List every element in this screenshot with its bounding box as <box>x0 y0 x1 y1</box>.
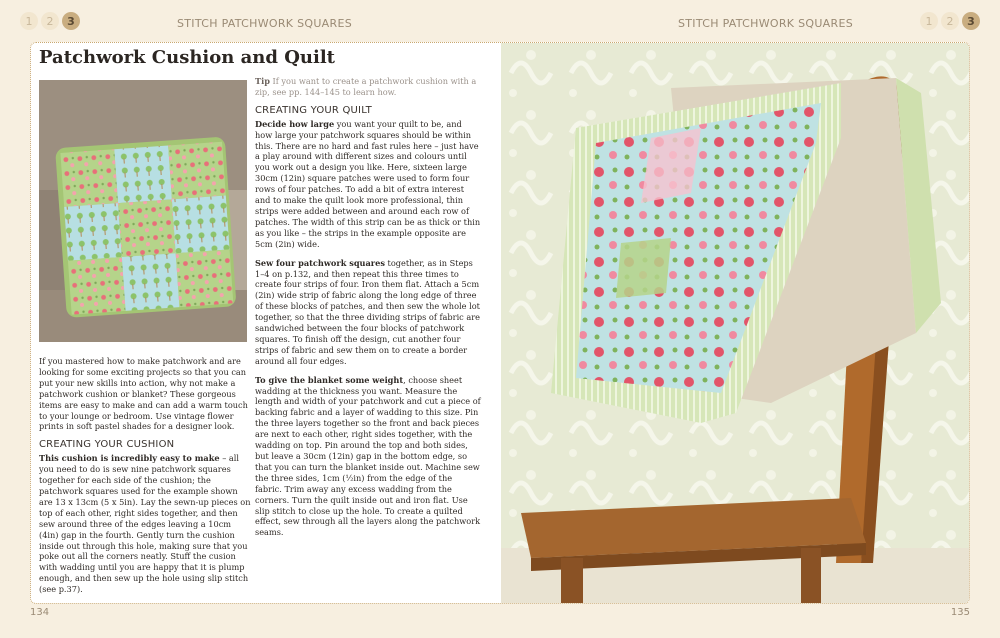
page-number-left: 134 <box>30 607 50 618</box>
tip-text: If you want to create a patchwork cushion with a zip, see pp. 144–145 to learn how. <box>255 76 477 97</box>
page-title: Patchwork Cushion and Quilt <box>39 47 335 68</box>
quilt-paragraph-3 <box>255 375 481 539</box>
quilt-on-chair-photo <box>501 43 970 604</box>
step-2: 2 <box>941 12 959 30</box>
cushion-heading: CREATING YOUR CUSHION <box>39 439 175 451</box>
quilt-p2-body: together, as in Steps 1–4 on p.132, and then repeat this three times to create four strips of four. Iron them flat. Attach a 5cm (2in) wide strip of fabric along the long edge of three of these blocks of patches, and then sew the whole lot together, so that the three dividing strips of fabric are sandwiched between the four blocks of patchwork squares. To finish off the design, cut another four strips of fabric and sew them on to create a border around all four edges. <box>255 257 481 366</box>
left-page <box>31 43 501 604</box>
page-spread <box>30 42 970 604</box>
right-text-column <box>255 76 481 546</box>
quilt-p1-body: you want your quilt to be, and how large your patchwork squares should be within this. There are no hard and fast rules here – just have a play around with different sizes and colours until you work out a design you like. Here, sixteen large 30cm (12in) square patches were used to form four rows of four patches. To add a bit of extra interest and to make the quilt look more professional, thin strips were added between and around each row of patches. The width of this strip can be as thick or thin as you like – the strips in the example opposite are 5cm (2in) wide. <box>255 118 481 249</box>
step-3-active: 3 <box>62 12 80 30</box>
quilt-paragraph-1 <box>255 119 481 250</box>
right-step-indicator <box>917 12 980 30</box>
left-step-indicator <box>20 12 83 30</box>
intro-paragraph: If you mastered how to make patchwork and are looking for some exciting projects so that you can put your new skills into action, why not make a patchwork cushion or blanket? These gorgeous items are easy to make and can add a warm touch to your lounge or bedroom. Use vintage flower prints in soft pastel shades for a designer look. <box>39 356 248 432</box>
chapter-title-left: STITCH PATCHWORK SQUARES <box>177 17 352 30</box>
chapter-title-right: STITCH PATCHWORK SQUARES <box>678 17 853 30</box>
quilt-p2-lead: Sew four patchwork squares <box>255 257 385 268</box>
cushion-photo <box>39 80 247 342</box>
quilt-p3-lead: To give the blanket some weight <box>255 374 404 385</box>
tip-note <box>255 76 481 98</box>
cushion-body: – all you need to do is sew nine patchwork squares together for each side of the cushion; the patchwork squares used for the example shown are 13 x 13cm (5 x 5in). Lay the sewn-up pieces on top of each other, right sides together, and then sew around three of the edges leaving a 10cm (4in) gap in the fourth. Gently turn the cushion inside out through this hole, making sure that you poke out all the corners neatly. Stuff the cusion with wadding until you are happy that it is plump enough, and then sew up the hole using slip stitch (see p.37). <box>39 453 251 595</box>
left-text-column <box>39 356 251 603</box>
quilt-heading: CREATING YOUR QUILT <box>255 104 372 116</box>
step-1: 1 <box>20 12 38 30</box>
step-2: 2 <box>41 12 59 30</box>
tip-label: Tip <box>255 76 270 86</box>
quilt-p1-lead: Decide how large <box>255 118 335 129</box>
quilt-paragraph-2 <box>255 258 481 367</box>
quilt-p3-body: , choose sheet wadding at the thickness you want. Measure the length and width of your patchwork and cut a piece of backing fabric and a layer of wadding to this size. Pin the three layers together so the front and back pieces are next to each other, right sides together, with the wadding on top. Pin around the top and both sides, but leave a 30cm (12in) gap in the bottom edge, so that you can turn the blanket inside out. Machine sew the three sides, 1cm (½in) from the edge of the fabric. Trim away any excess wadding from the corners. Turn the quilt inside out and iron flat. Use slip stitch to close up the hole. To create a quilted effect, sew through all the layers along the patchwork seams. <box>255 374 481 538</box>
cushion-lead: This cushion is incredibly easy to make <box>39 453 220 464</box>
step-1: 1 <box>920 12 938 30</box>
step-3-active: 3 <box>962 12 980 30</box>
cushion-paragraph <box>39 453 251 595</box>
page-number-right: 135 <box>950 607 970 618</box>
